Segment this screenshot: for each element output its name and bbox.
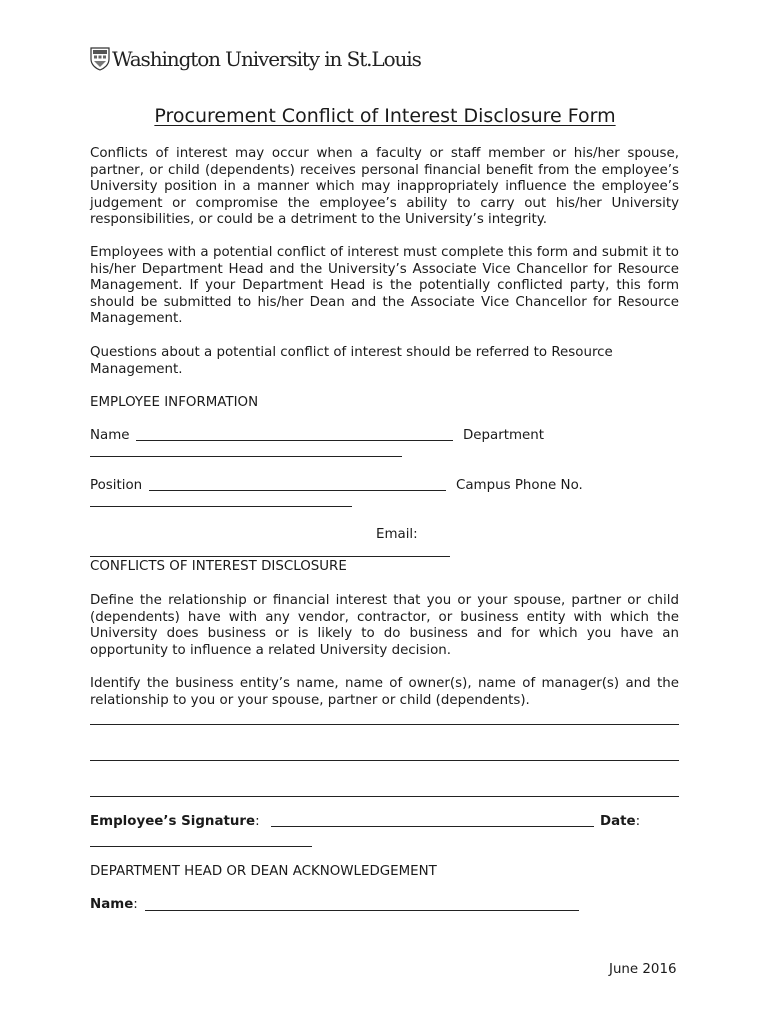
- date-field[interactable]: [90, 846, 312, 847]
- disclosure-heading: CONFLICTS OF INTEREST DISCLOSURE: [90, 559, 347, 574]
- intro-paragraph-2: Employees with a potential conflict of interest must complete this form and submit it to his/her Department Head and the University’s Associate Vice Chancellor for Resource Management. If your Department Head is the potentially conflicted party, this form should be submitted to his/her Dean and the Associate Vice Chancellor for Resource Management.: [90, 245, 679, 326]
- signature-label: Employee’s Signature: [90, 814, 256, 829]
- intro-paragraph-1: Conflicts of interest may occur when a faculty or staff member or his/her spouse, partner, or child (dependents) receives personal financial benefit from the employee’s University position in a manner which may inappropriately influence the employee’s judgement or compromise the employee’s ability to carry out his/her University responsibilities, or could be a detriment to the University’s integrity.: [90, 146, 679, 227]
- form-title: Procurement Conflict of Interest Disclosure Form: [154, 105, 616, 127]
- email-field[interactable]: [90, 556, 450, 557]
- date-label: Date: [600, 814, 636, 829]
- campus-phone-label: Campus Phone No.: [456, 478, 583, 493]
- intro-paragraph-3: Questions about a potential conflict of interest should be referred to Resource Management.: [90, 345, 613, 377]
- name-label: Name: [90, 428, 130, 443]
- name-field[interactable]: [136, 440, 453, 441]
- ack-name-label: Name: [90, 897, 134, 912]
- position-field[interactable]: [149, 490, 446, 491]
- define-relationship-text: Define the relationship or financial interest that you or your spouse, partner or child (dependents) have with any vendor, contractor, or business entity with which the University does business or is likely to do business and for which you have an opportunity to influence a related University decision.: [90, 593, 679, 658]
- disclosure-answer-line-2[interactable]: [90, 760, 679, 761]
- acknowledgement-heading: DEPARTMENT HEAD OR DEAN ACKNOWLEDGEMENT: [90, 864, 437, 879]
- signature-field[interactable]: [271, 826, 594, 827]
- date-label-group: [600, 814, 640, 831]
- university-name: Washington University in St.Louis: [112, 47, 421, 71]
- ack-name-label-group: [90, 897, 138, 914]
- ack-name-field[interactable]: [145, 910, 579, 911]
- ack-name-colon: :: [133, 897, 138, 912]
- date-colon: :: [635, 814, 641, 829]
- campus-phone-field[interactable]: [90, 506, 352, 507]
- employee-info-heading: EMPLOYEE INFORMATION: [90, 395, 259, 410]
- department-label: Department: [463, 428, 545, 443]
- department-field[interactable]: [90, 456, 402, 457]
- disclosure-answer-line-1[interactable]: [90, 724, 679, 725]
- university-crest-icon: [90, 47, 110, 71]
- footer-date: June 2016: [609, 962, 677, 977]
- email-label: Email:: [376, 527, 418, 542]
- signature-label-group: [90, 814, 260, 831]
- university-logo: [90, 44, 421, 74]
- disclosure-answer-line-3[interactable]: [90, 796, 679, 797]
- identify-entity-text: Identify the business entity’s name, name of owner(s), name of manager(s) and the relationship to you or your spouse, partner or child (dependents).: [90, 676, 679, 708]
- signature-colon: :: [255, 814, 260, 829]
- position-label: Position: [90, 478, 143, 493]
